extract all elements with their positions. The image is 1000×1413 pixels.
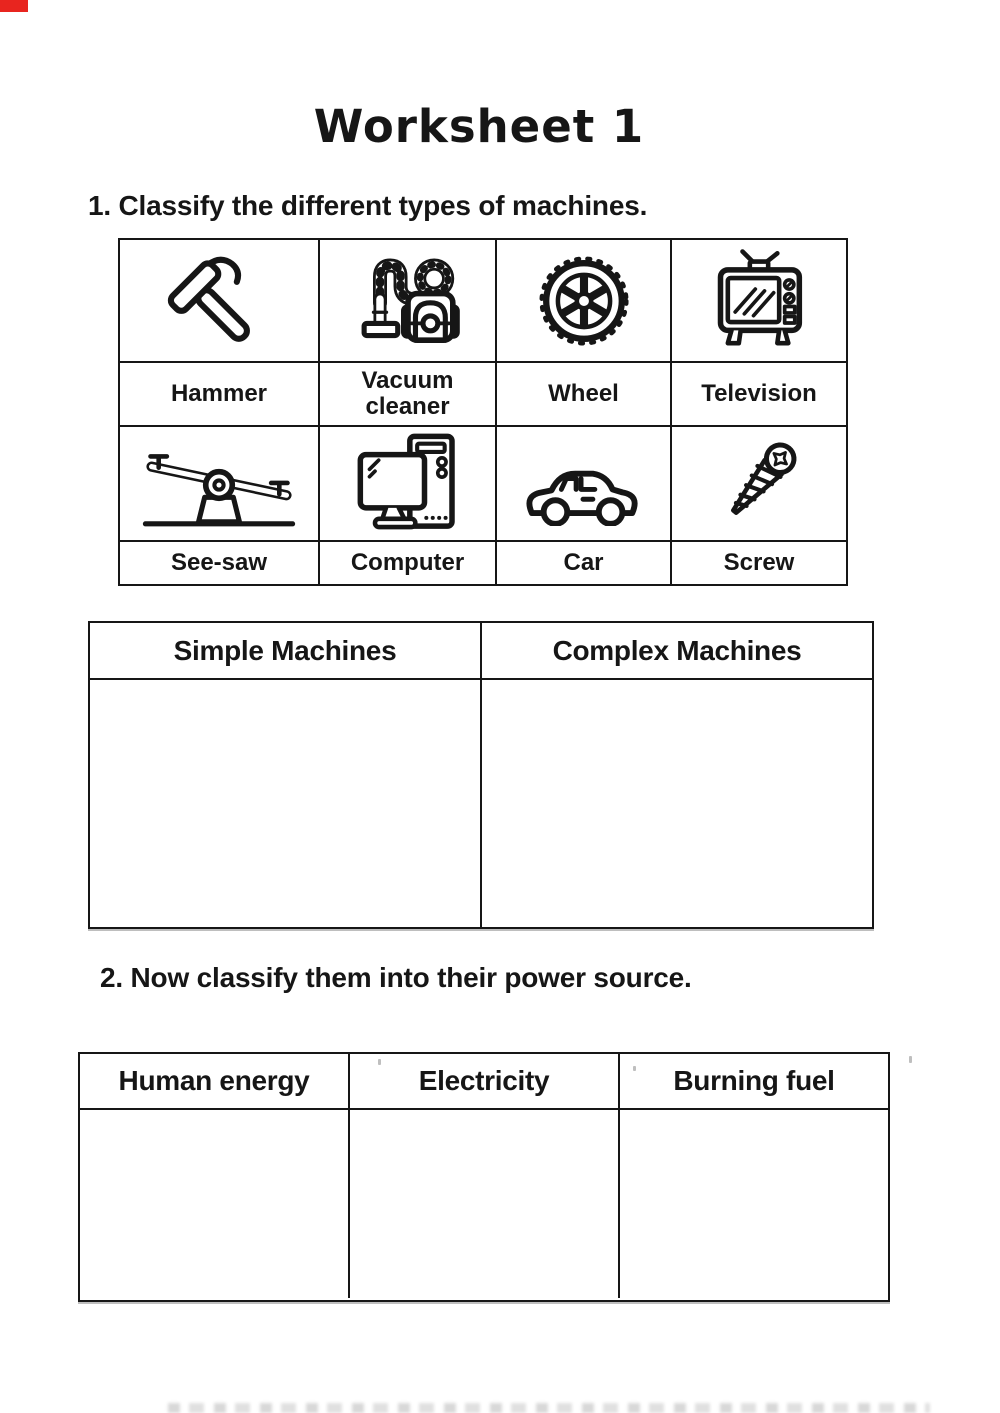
machine-label: Computer xyxy=(350,549,465,577)
wheel-icon xyxy=(530,247,638,355)
hammer-icon xyxy=(160,245,278,357)
answer-cell-simple-machines[interactable] xyxy=(90,680,482,927)
page-title: Worksheet 1 xyxy=(313,100,645,153)
header-simple-machines: Simple Machines xyxy=(90,623,482,678)
car-icon xyxy=(520,442,648,526)
see-saw-icon xyxy=(135,438,303,530)
machine-label-cell xyxy=(672,363,846,427)
machine-image-cell xyxy=(672,240,846,363)
machine-label-cell xyxy=(672,542,846,584)
machines-table xyxy=(118,238,848,586)
machine-label: See-saw xyxy=(170,549,268,577)
classification-table-header-row xyxy=(90,623,872,680)
screw-icon xyxy=(704,429,814,539)
vacuum-cleaner-icon xyxy=(351,245,465,357)
question-1: 1. Classify the different types of machines. xyxy=(88,190,648,221)
cutoff-text-line xyxy=(168,1403,930,1413)
machine-image-cell xyxy=(320,240,497,363)
classification-table-body-row xyxy=(90,680,872,927)
machine-label-cell xyxy=(497,542,672,584)
header-complex-machines: Complex Machines xyxy=(552,634,802,666)
machine-label: Screw xyxy=(723,549,795,577)
question-2: 2. Now classify them into their power source. xyxy=(100,962,692,993)
header-human-energy: Human energy xyxy=(80,1054,350,1108)
machine-label-cell xyxy=(497,363,672,427)
machine-image-cell xyxy=(120,427,320,542)
power-table-body-row xyxy=(80,1110,888,1298)
machine-label: Television xyxy=(701,380,817,408)
scan-speck xyxy=(909,1056,912,1063)
television-icon xyxy=(704,245,814,357)
answer-cell-burning-fuel[interactable] xyxy=(620,1110,888,1298)
scan-speck xyxy=(633,1066,636,1071)
machine-label-cell xyxy=(320,542,497,584)
machine-image-cell xyxy=(497,427,672,542)
answer-cell-electricity[interactable] xyxy=(350,1110,620,1298)
answer-cell-human-energy[interactable] xyxy=(80,1110,350,1298)
machine-image-cell xyxy=(497,240,672,363)
machine-label: Car xyxy=(563,549,604,577)
machine-label-cell xyxy=(120,363,320,427)
scan-speck xyxy=(378,1059,381,1065)
scan-marker xyxy=(0,0,28,12)
machine-label-cell xyxy=(120,542,320,584)
power-table-header-row xyxy=(80,1054,888,1110)
machine-image-cell xyxy=(120,240,320,363)
machine-label: Vacuum cleaner xyxy=(361,367,454,420)
computer-icon xyxy=(352,429,464,539)
machine-image-cell xyxy=(672,427,846,542)
machine-image-cell xyxy=(320,427,497,542)
header-burning-fuel: Burning fuel xyxy=(673,1065,835,1096)
classification-table xyxy=(88,621,874,929)
machine-label: Hammer xyxy=(170,380,268,408)
header-electricity: Electricity xyxy=(350,1054,620,1108)
machine-label-cell xyxy=(320,363,497,427)
machine-label: Wheel xyxy=(548,380,619,408)
answer-cell-complex-machines[interactable] xyxy=(482,680,872,927)
power-source-table xyxy=(78,1052,890,1302)
